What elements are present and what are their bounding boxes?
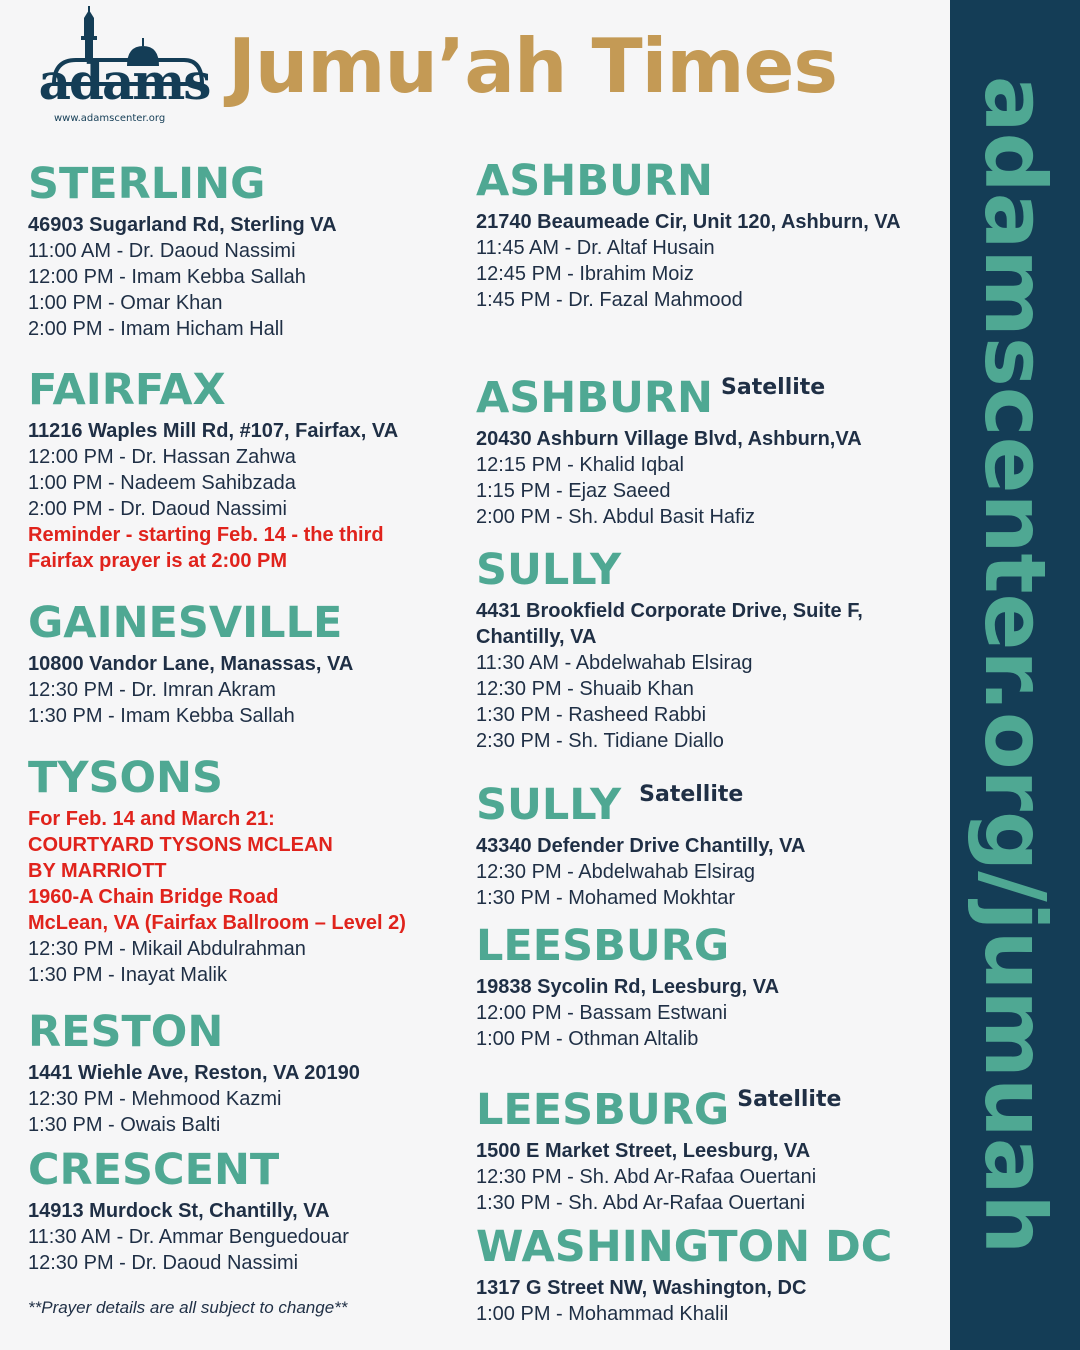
location-sully-satellite xyxy=(476,767,946,911)
prayer-time: 1:30 PM - Sh. Abd Ar-Rafaa Ouertani xyxy=(476,1192,806,1214)
page-title: Jumu’ah Times xyxy=(228,22,837,110)
location-address: 4431 Brookfield Corporate Drive, Suite F, xyxy=(476,600,863,622)
prayer-time: 12:30 PM - Dr. Daoud Nassimi xyxy=(28,1252,299,1274)
location-address: 10800 Vandor Lane, Manassas, VA xyxy=(28,653,354,675)
adams-logo xyxy=(34,4,212,124)
location-address: 1317 G Street NW, Washington, DC xyxy=(476,1277,807,1299)
prayer-time: 12:00 PM - Imam Kebba Sallah xyxy=(28,266,306,288)
location-name-text: ASHBURN xyxy=(476,373,714,423)
location-ashburn xyxy=(476,153,946,313)
prayer-time: 12:30 PM - Sh. Abd Ar-Rafaa Ouertani xyxy=(476,1166,817,1188)
location-fairfax xyxy=(28,362,458,574)
venue-note: 1960-A Chain Bridge Road xyxy=(28,886,279,908)
location-tysons xyxy=(28,750,458,988)
location-address: 46903 Sugarland Rd, Sterling VA xyxy=(28,214,337,236)
reminder-note: Reminder - starting Feb. 14 - the third xyxy=(28,524,384,546)
venue-note: For Feb. 14 and March 21: xyxy=(28,808,275,830)
location-crescent xyxy=(28,1142,458,1276)
prayer-time: 1:15 PM - Ejaz Saeed xyxy=(476,480,671,502)
location-leesburg xyxy=(476,918,946,1052)
disclaimer: **Prayer details are all subject to change** xyxy=(28,1298,348,1317)
location-reston xyxy=(28,1004,458,1138)
location-name: TYSONS xyxy=(28,753,223,803)
location-address: 20430 Ashburn Village Blvd, Ashburn,VA xyxy=(476,428,862,450)
location-name: SULLY xyxy=(476,545,622,595)
logo-wordmark: adams xyxy=(38,52,210,111)
prayer-time: 1:30 PM - Inayat Malik xyxy=(28,964,227,986)
location-name: RESTON xyxy=(28,1007,224,1057)
prayer-time: 1:45 PM - Dr. Fazal Mahmood xyxy=(476,289,743,311)
location-name: CRESCENT xyxy=(28,1145,280,1195)
venue-note: McLean, VA (Fairfax Ballroom – Level 2) xyxy=(28,912,406,934)
location-sterling xyxy=(28,156,458,342)
location-name xyxy=(476,767,946,833)
location-leesburg-satellite xyxy=(476,1072,946,1216)
prayer-time: 11:30 AM - Dr. Ammar Benguedouar xyxy=(28,1226,349,1248)
satellite-tag: Satellite xyxy=(721,375,826,400)
prayer-time: 1:00 PM - Nadeem Sahibzada xyxy=(28,472,296,494)
prayer-time: 12:00 PM - Dr. Hassan Zahwa xyxy=(28,446,296,468)
prayer-time: 11:30 AM - Abdelwahab Elsirag xyxy=(476,652,753,674)
prayer-time: 12:30 PM - Dr. Imran Akram xyxy=(28,679,276,701)
location-name: STERLING xyxy=(28,159,266,209)
location-washington-dc xyxy=(476,1219,946,1327)
prayer-time: 12:30 PM - Shuaib Khan xyxy=(476,678,694,700)
prayer-time: 12:30 PM - Mehmood Kazmi xyxy=(28,1088,282,1110)
location-address: 1500 E Market Street, Leesburg, VA xyxy=(476,1140,811,1162)
venue-note: BY MARRIOTT xyxy=(28,860,167,882)
prayer-time: 11:00 AM - Dr. Daoud Nassimi xyxy=(28,240,296,262)
location-name: GAINESVILLE xyxy=(28,598,343,648)
location-name xyxy=(476,1072,946,1138)
prayer-time: 12:30 PM - Mikail Abdulrahman xyxy=(28,938,306,960)
logo-url[interactable]: www.adamscenter.org xyxy=(54,113,166,124)
prayer-time: 12:00 PM - Bassam Estwani xyxy=(476,1002,728,1024)
prayer-time: 1:00 PM - Othman Altalib xyxy=(476,1028,699,1050)
prayer-time: 12:15 PM - Khalid Iqbal xyxy=(476,454,684,476)
prayer-time: 12:45 PM - Ibrahim Moiz xyxy=(476,263,694,285)
prayer-time: 2:00 PM - Dr. Daoud Nassimi xyxy=(28,498,287,520)
location-address: 1441 Wiehle Ave, Reston, VA 20190 xyxy=(28,1062,360,1084)
location-address: 14913 Murdock St, Chantilly, VA xyxy=(28,1200,330,1222)
location-address: 19838 Sycolin Rd, Leesburg, VA xyxy=(476,976,780,998)
reminder-note: Fairfax prayer is at 2:00 PM xyxy=(28,550,288,572)
satellite-tag: Satellite xyxy=(737,1087,842,1112)
prayer-time: 1:30 PM - Imam Kebba Sallah xyxy=(28,705,295,727)
location-address: 21740 Beaumeade Cir, Unit 120, Ashburn, VA xyxy=(476,211,901,233)
location-address: 43340 Defender Drive Chantilly, VA xyxy=(476,835,806,857)
prayer-time: 2:00 PM - Imam Hicham Hall xyxy=(28,318,284,340)
location-ashburn-satellite xyxy=(476,360,946,530)
location-name: FAIRFAX xyxy=(28,365,226,415)
prayer-time: 2:30 PM - Sh. Tidiane Diallo xyxy=(476,730,724,752)
prayer-time: 1:00 PM - Omar Khan xyxy=(28,292,223,314)
location-name-text: SULLY xyxy=(476,780,622,830)
venue-note: COURTYARD TYSONS MCLEAN xyxy=(28,834,333,856)
sidebar-url[interactable]: adamscenter.org/jumuah xyxy=(966,75,1064,1255)
location-name: ASHBURN xyxy=(476,156,714,206)
location-name-text: LEESBURG xyxy=(476,1085,730,1135)
location-sully xyxy=(476,542,946,754)
prayer-time: 1:30 PM - Mohamed Mokhtar xyxy=(476,887,735,909)
prayer-time: 1:00 PM - Mohammad Khalil xyxy=(476,1303,729,1325)
prayer-time: 1:30 PM - Rasheed Rabbi xyxy=(476,704,707,726)
prayer-time: 2:00 PM - Sh. Abdul Basit Hafiz xyxy=(476,506,756,528)
location-name: WASHINGTON DC xyxy=(476,1222,893,1272)
location-name: LEESBURG xyxy=(476,921,730,971)
satellite-tag: Satellite xyxy=(639,782,744,807)
location-address-line2: Chantilly, VA xyxy=(476,626,597,648)
location-address: 11216 Waples Mill Rd, #107, Fairfax, VA xyxy=(28,420,399,442)
location-gainesville xyxy=(28,595,458,729)
prayer-time: 11:45 AM - Dr. Altaf Husain xyxy=(476,237,715,259)
location-name xyxy=(476,360,946,426)
prayer-time: 1:30 PM - Owais Balti xyxy=(28,1114,221,1136)
prayer-time: 12:30 PM - Abdelwahab Elsirag xyxy=(476,861,756,883)
